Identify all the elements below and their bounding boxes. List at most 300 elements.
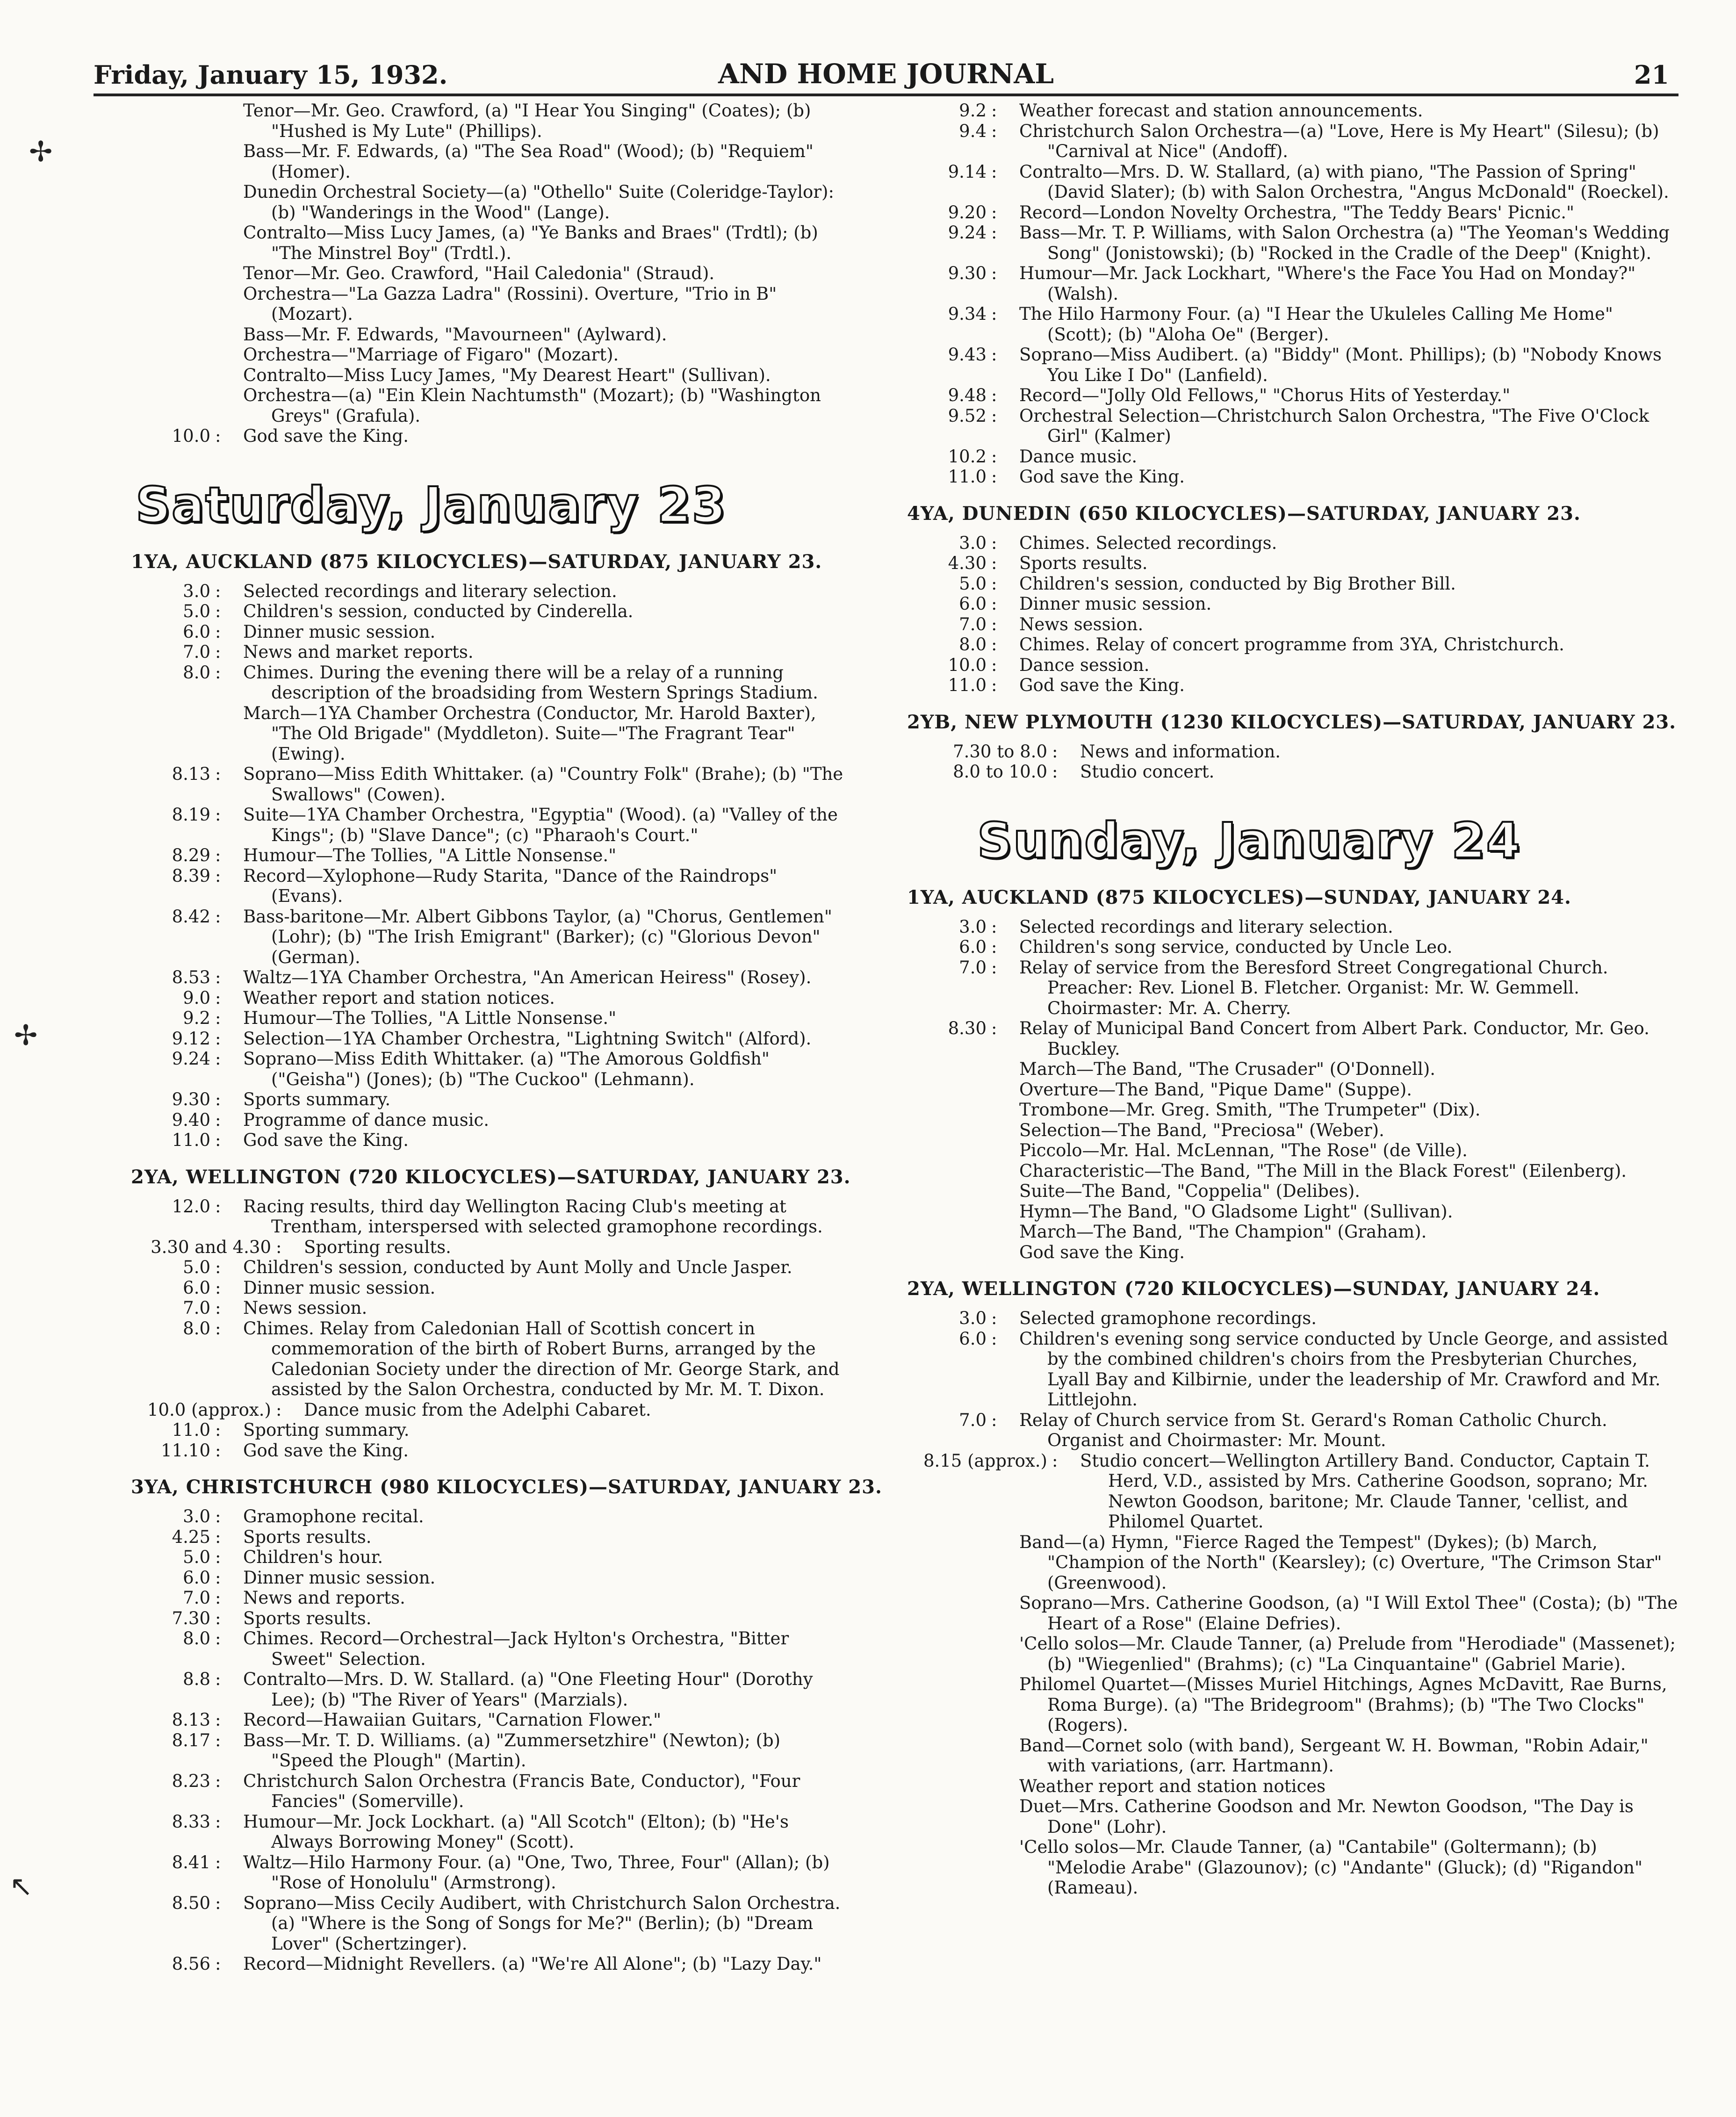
entry-body <box>243 1812 846 1852</box>
schedule-entry <box>893 762 1678 782</box>
entry-line: News session. <box>243 1298 367 1318</box>
time-separator: : <box>215 1588 221 1608</box>
schedule-entry <box>117 385 846 426</box>
time-separator: : <box>215 1318 221 1339</box>
entry-line: Contralto—Mrs. D. W. Stallard, (a) with piano, "The Passion of Spring" (David Slater); (b) with Salon Orchestra, "Angus McDonald" (Roeckel). <box>1019 161 1669 202</box>
entry-body <box>243 1008 846 1029</box>
entry-line: Bass—Mr. T. P. Williams, with Salon Orchestra (a) "The Yeoman's Wedding Song" (Jonistowski); (b) "Rocked in the Cradle of the Deep" (Knight). <box>1019 223 1670 263</box>
entry-line: Children's session, conducted by Cinderella. <box>243 601 634 621</box>
entry-body <box>243 581 846 602</box>
entry-time: 9.52 <box>948 405 987 426</box>
entry-body <box>243 182 846 223</box>
entry-body <box>1019 345 1678 385</box>
entry-time: 8.0 <box>183 662 210 683</box>
entry-line: Soprano—Miss Audibert. (a) "Biddy" (Mont. Phillips); (b) "Nobody Knows You Like I Do" (Lanfield). <box>1019 345 1662 385</box>
entry-body <box>243 1089 846 1110</box>
entry-time: 11.0 <box>172 1420 210 1440</box>
entry-line: Chimes. Record—Orchestral—Jack Hylton's Orchestra, "Bitter Sweet" Selection. <box>243 1628 789 1669</box>
schedule-entry <box>893 1329 1678 1410</box>
entry-line: Chimes. During the evening there will be a relay of a running description of the broadsiding from Western Springs Stadium. <box>243 662 818 703</box>
schedule-entry <box>117 1440 846 1461</box>
schedule-entry <box>117 1812 846 1852</box>
time-separator: : <box>991 1410 997 1430</box>
entry-time: 8.50 <box>172 1893 210 1913</box>
entry-time: 9.40 <box>172 1109 210 1130</box>
entry-line: Dinner music session. <box>1019 594 1212 614</box>
time-separator: : <box>1052 762 1058 782</box>
entry-line: Programme of dance music. <box>243 1109 490 1130</box>
schedule-4ya-saturday <box>893 533 1678 696</box>
entry-time: 3.0 <box>959 1308 987 1328</box>
time-separator: : <box>215 1811 221 1832</box>
time-separator: : <box>215 1852 221 1872</box>
schedule-2ya-saturday <box>117 1196 846 1461</box>
entry-line: Relay of Church service from St. Gerard's Roman Catholic Church. Organist and Choirmaster: Mr. Mount. <box>1019 1410 1607 1450</box>
entry-line: News and market reports. <box>243 642 474 662</box>
schedule-2ya-sunday <box>893 1308 1678 1532</box>
entry-line: March—The Band, "The Champion" (Graham). <box>1019 1222 1427 1242</box>
entry-body <box>1019 614 1678 635</box>
time-separator: : <box>276 1237 282 1257</box>
entry-line: Christchurch Salon Orchestra—(a) "Love, Here is My Heart" (Silesu); (b) "Carnival at Nice" (Andoff). <box>1019 121 1659 161</box>
schedule-entry <box>117 141 846 182</box>
schedule-entry <box>117 1893 846 1954</box>
entry-time: 8.19 <box>172 805 210 825</box>
time-separator: : <box>215 1506 221 1527</box>
entry-line: Orchestral Selection—Christchurch Salon Orchestra, "The Five O'Clock Girl" (Kalmer) <box>1019 405 1650 446</box>
time-separator: : <box>991 937 997 957</box>
entry-time: 8.0 <box>959 634 987 655</box>
entry-body <box>1019 202 1678 223</box>
entry-body <box>1019 574 1678 594</box>
time-separator: : <box>215 662 221 683</box>
entry-line: Bass—Mr. F. Edwards, (a) "The Sea Road" (Wood); (b) "Requiem" (Homer). <box>243 141 814 182</box>
time-separator: : <box>215 1277 221 1298</box>
entry-body <box>243 1628 846 1669</box>
station-title-2ya-saturday: 2YA, WELLINGTON (720 KILOCYCLES)—SATURDAY, JANUARY 23. <box>131 1166 851 1188</box>
entry-line: God save the King. <box>243 1440 409 1461</box>
entry-body <box>243 1440 846 1461</box>
entry-line: Sporting results. <box>304 1237 451 1257</box>
entry-line: Waltz—Hilo Harmony Four. (a) "One, Two, Three, Four" (Allan); (b) "Rose of Honolulu" (Armstrong). <box>243 1852 830 1893</box>
entry-time: 6.0 <box>183 621 210 642</box>
entry-time: 7.30 <box>172 1608 210 1628</box>
schedule-entry <box>117 1257 846 1278</box>
schedule-entry <box>117 1669 846 1710</box>
entry-line: The Hilo Harmony Four. (a) "I Hear the Ukuleles Calling Me Home" (Scott); (b) "Aloha Oe" (Berger). <box>1019 304 1613 345</box>
entry-line: Children's song service, conducted by Uncle Leo. <box>1019 937 1453 957</box>
schedule-entry <box>117 907 846 968</box>
entry-line: Piccolo—Mr. Hal. McLennan, "The Rose" (de Ville). <box>1019 1140 1468 1160</box>
entry-line: Trombone—Mr. Greg. Smith, "The Trumpeter" (Dix). <box>1019 1100 1481 1120</box>
entry-body <box>243 845 846 866</box>
entry-line: Humour—Mr. Jack Lockhart, "Where's the Face You Had on Monday?" (Walsh). <box>1019 263 1636 304</box>
margin-mark-icon: ✢ <box>14 1019 38 1052</box>
entry-time: 6.0 <box>959 594 987 614</box>
entry-body <box>1019 1308 1678 1329</box>
time-separator: : <box>215 1669 221 1689</box>
entry-time: 7.0 <box>959 1410 987 1430</box>
schedule-entry <box>117 182 846 223</box>
header-journal-title: AND HOME JOURNAL <box>718 58 1054 90</box>
entry-time: 9.24 <box>172 1049 210 1069</box>
entry-body <box>243 1278 846 1298</box>
schedule-entry <box>117 1400 846 1420</box>
entry-line: Sports results. <box>243 1608 372 1628</box>
time-separator: : <box>991 533 997 553</box>
entry-body <box>243 223 846 263</box>
entry-line: Dinner music session. <box>243 1277 436 1298</box>
entry-body <box>1019 1329 1678 1410</box>
schedule-entry <box>117 324 846 345</box>
entry-time: 8.42 <box>172 906 210 927</box>
entry-time: 5.0 <box>183 601 210 621</box>
entry-time: 9.34 <box>948 304 987 324</box>
entry-body <box>243 1029 846 1049</box>
entry-body <box>243 1110 846 1131</box>
schedule-entry <box>893 937 1678 958</box>
entry-time: 8.41 <box>172 1852 210 1872</box>
entry-body <box>304 1237 846 1258</box>
entry-line: News and reports. <box>243 1588 405 1608</box>
time-separator: : <box>991 655 997 675</box>
station-title-1ya-saturday: 1YA, AUCKLAND (875 KILOCYCLES)—SATURDAY, JANUARY 23. <box>131 550 822 573</box>
entry-time: 7.0 <box>183 1588 210 1608</box>
entry-line: Dance music from the Adelphi Cabaret. <box>304 1399 651 1420</box>
entry-time: 8.0 <box>183 1318 210 1339</box>
entry-line: Children's hour. <box>243 1547 383 1567</box>
entry-line: Record—Xylophone—Rudy Starita, "Dance of the Raindrops" (Evans). <box>243 865 778 906</box>
schedule-entry <box>117 1588 846 1608</box>
entry-time: 6.0 <box>959 1328 987 1349</box>
time-separator: : <box>991 1308 997 1328</box>
entry-line: Selected recordings and literary selection. <box>243 581 617 601</box>
entry-line: News and information. <box>1080 741 1281 762</box>
entry-body <box>243 1298 846 1318</box>
schedule-entry <box>117 988 846 1008</box>
time-separator: : <box>991 405 997 426</box>
schedule-entry <box>117 967 846 988</box>
entry-line: Soprano—Miss Cecily Audibert, with Christchurch Salon Orchestra. (a) "Where is the Song of Songs for Me?" (Berlin); (b) "Dream Lover" (Schertzinger). <box>243 1893 841 1954</box>
entry-line: Bass-baritone—Mr. Albert Gibbons Taylor, (a) "Chorus, Gentlemen" (Lohr); (b) "The Irish Emigrant" (Barker); (c) "Glorious Devon" (German). <box>243 906 832 967</box>
schedule-entry <box>893 675 1678 696</box>
entry-line: Studio concert—Wellington Artillery Band. Conductor, Captain T. Herd, V.D., assisted by Mrs. Catherine Goodson, soprano; Mr. Newton Goodson, baritone; Mr. Claude Tanner, 'cellist, and Philomel Quartet. <box>1080 1450 1650 1532</box>
schedule-entry <box>117 101 846 141</box>
time-separator: : <box>215 1771 221 1791</box>
schedule-entry <box>117 1852 846 1893</box>
entry-time: 8.13 <box>172 764 210 784</box>
entry-time: 5.0 <box>959 573 987 594</box>
schedule-entry <box>117 581 846 602</box>
entry-line: Gramophone recital. <box>243 1506 424 1527</box>
entry-time: 3.0 <box>959 916 987 937</box>
schedule-entry <box>117 642 846 662</box>
entry-body <box>243 101 846 141</box>
entry-time: 6.0 <box>183 1567 210 1588</box>
entry-time: 8.33 <box>172 1811 210 1832</box>
entry-body <box>243 1568 846 1588</box>
entry-body <box>243 1318 846 1400</box>
entry-line: Soprano—Miss Edith Whittaker. (a) "Country Folk" (Brahe); (b) "The Swallows" (Cowen). <box>243 764 843 805</box>
schedule-entry <box>117 1628 846 1669</box>
sunday-heading: Sunday, January 24 <box>977 812 1521 869</box>
schedule-2yb-saturday <box>893 742 1678 782</box>
entry-line: Humour—Mr. Jock Lockhart. (a) "All Scotch" (Elton); (b) "He's Always Borrowing Money" (Scott). <box>243 1811 789 1852</box>
entry-body <box>243 1771 846 1812</box>
page-number: 21 <box>1634 60 1669 90</box>
schedule-entry <box>117 866 846 907</box>
entry-time: 8.30 <box>948 1018 987 1038</box>
schedule-3ya-saturday <box>117 1506 846 1974</box>
entry-body <box>243 1730 846 1771</box>
schedule-entry <box>893 634 1678 655</box>
time-separator: : <box>1052 741 1058 762</box>
entry-line: Record—London Novelty Orchestra, "The Teddy Bears' Picnic." <box>1019 202 1575 223</box>
entry-time: 9.20 <box>948 202 987 223</box>
entry-time: 7.30 to 8.0 <box>953 741 1047 762</box>
entry-line: Children's session, conducted by Big Brother Bill. <box>1019 573 1456 594</box>
entry-body <box>1019 533 1678 554</box>
time-separator: : <box>215 1628 221 1649</box>
entry-body <box>243 1506 846 1527</box>
entry-body <box>1019 467 1678 487</box>
schedule-1ya-sunday <box>893 917 1678 1263</box>
time-separator: : <box>991 957 997 978</box>
schedule-3ya-saturday-continued <box>893 101 1678 487</box>
program-2ya-sunday <box>893 1532 1678 1898</box>
saturday-heading: Saturday, January 23 <box>136 476 727 533</box>
schedule-entry <box>117 365 846 386</box>
schedule-entry <box>117 1298 846 1318</box>
time-separator: : <box>215 1420 221 1440</box>
schedule-entry <box>893 594 1678 614</box>
time-separator: : <box>991 1328 997 1349</box>
entry-time: 9.24 <box>948 223 987 243</box>
entry-line: March—The Band, "The Crusader" (O'Donnell). <box>1019 1059 1436 1079</box>
time-separator: : <box>991 101 997 121</box>
time-separator: : <box>215 1527 221 1547</box>
entry-line: Children's session, conducted by Aunt Molly and Uncle Jasper. <box>243 1257 792 1277</box>
station-title-1ya-sunday: 1YA, AUCKLAND (875 KILOCYCLES)—SUNDAY, JANUARY 24. <box>907 886 1571 908</box>
program-item: Duet—Mrs. Catherine Goodson and Mr. Newton Goodson, "The Day is Done" (Lohr). <box>1019 1796 1634 1837</box>
entry-line: Studio concert. <box>1080 762 1215 782</box>
time-separator: : <box>991 614 997 634</box>
time-separator: : <box>215 642 221 662</box>
entry-line: Humour—The Tollies, "A Little Nonsense." <box>243 1008 617 1028</box>
entry-line: Hymn—The Band, "O Gladsome Light" (Sullivan). <box>1019 1201 1453 1222</box>
schedule-entry <box>893 101 1678 121</box>
entry-line: March—1YA Chamber Orchestra (Conductor, Mr. Harold Baxter), "The Old Brigade" (Myddleton). Suite—"The Fragrant Tear" (Ewing). <box>243 703 816 764</box>
entry-body <box>1019 937 1678 958</box>
schedule-entry <box>117 1506 846 1527</box>
entry-line: Characteristic—The Band, "The Mill in the Black Forest" (Eilenberg). <box>1019 1160 1627 1181</box>
schedule-entry <box>117 1089 846 1110</box>
entry-time: 3.0 <box>183 581 210 601</box>
time-separator: : <box>215 1089 221 1109</box>
entry-time: 8.29 <box>172 845 210 865</box>
schedule-entry <box>117 1008 846 1029</box>
station-title-2yb-saturday: 2YB, NEW PLYMOUTH (1230 KILOCYCLES)—SATURDAY, JANUARY 23. <box>907 711 1677 733</box>
entry-line: Selected recordings and literary selection. <box>1019 916 1393 937</box>
entry-time: 8.15 (approx.) <box>923 1450 1047 1471</box>
time-separator: : <box>215 1710 221 1730</box>
entry-body <box>243 1608 846 1629</box>
time-separator: : <box>991 573 997 594</box>
program-item: Band—Cornet solo (with band), Sergeant W. H. Bowman, "Robin Adair," with variations, (arr. Hartmann). <box>1019 1735 1649 1776</box>
entry-time: 12.0 <box>172 1196 210 1217</box>
entry-body <box>243 1669 846 1710</box>
entry-line: Soprano—Miss Edith Whittaker. (a) "The Amorous Goldfish" ("Geisha") (Jones); (b) "The Cuckoo" (Lehmann). <box>243 1049 770 1089</box>
entry-time: 4.25 <box>172 1527 210 1547</box>
schedule-entry <box>117 1049 846 1089</box>
entry-time: 8.13 <box>172 1710 210 1730</box>
schedule-entry <box>117 284 846 324</box>
entry-body <box>1019 446 1678 467</box>
time-separator: : <box>991 161 997 182</box>
schedule-entry <box>893 1410 1678 1451</box>
schedule-entry <box>117 845 846 866</box>
entry-body <box>243 141 846 182</box>
entry-body <box>243 1710 846 1730</box>
entry-line: Contralto—Mrs. D. W. Stallard. (a) "One Fleeting Hour" (Dorothy Lee); (b) "The River of Years" (Marzials). <box>243 1669 813 1710</box>
entry-body <box>243 988 846 1008</box>
entry-time: 10.0 (approx.) <box>147 1399 271 1420</box>
entry-body <box>1019 553 1678 574</box>
entry-line: Selection—The Band, "Preciosa" (Weber). <box>1019 1120 1384 1140</box>
entry-body <box>1019 304 1678 345</box>
entry-line: Waltz—1YA Chamber Orchestra, "An American Heiress" (Rosey). <box>243 967 812 987</box>
entry-body <box>243 324 846 345</box>
entry-line: Dinner music session. <box>243 1567 436 1588</box>
schedule-entry <box>893 121 1678 162</box>
margin-arrow-icon: ↖ <box>9 1870 33 1903</box>
entry-line: Dunedin Orchestral Society—(a) "Othello" Suite (Coleridge-Taylor): (b) "Wanderings in the Wood" (Lange). <box>243 182 834 223</box>
schedule-entry <box>893 202 1678 223</box>
time-separator: : <box>215 1257 221 1277</box>
entry-body <box>1019 655 1678 676</box>
time-separator: : <box>276 1399 282 1420</box>
entry-line: Weather forecast and station announcements. <box>1019 101 1423 121</box>
entry-time: 8.0 <box>183 1628 210 1649</box>
schedule-entry <box>893 223 1678 263</box>
entry-body <box>243 1196 846 1237</box>
schedule-entry <box>117 601 846 622</box>
time-separator: : <box>215 581 221 601</box>
schedule-entry <box>117 345 846 365</box>
entry-line: Christchurch Salon Orchestra (Francis Bate, Conductor), "Four Fancies" (Somerville). <box>243 1771 800 1811</box>
entry-line: Record—"Jolly Old Fellows," "Chorus Hits of Yesterday." <box>1019 385 1511 405</box>
entry-body <box>243 764 846 805</box>
program-item: Weather report and station notices <box>1019 1776 1326 1796</box>
time-separator: : <box>215 1028 221 1049</box>
entry-line: Selection—1YA Chamber Orchestra, "Lightning Switch" (Alford). <box>243 1028 812 1049</box>
time-separator: : <box>215 865 221 886</box>
schedule-entry <box>117 1710 846 1730</box>
schedule-entry <box>893 1451 1678 1532</box>
schedule-entry <box>893 162 1678 202</box>
entry-body <box>243 284 846 324</box>
entry-time: 8.0 to 10.0 <box>953 762 1047 782</box>
entry-line: Sporting summary. <box>243 1420 410 1440</box>
schedule-entry <box>893 345 1678 385</box>
time-separator: : <box>991 1018 997 1038</box>
schedule-entry <box>893 1018 1678 1262</box>
entry-time: 8.39 <box>172 865 210 886</box>
schedule-entry <box>893 467 1678 487</box>
schedule-entry <box>893 406 1678 446</box>
entry-body <box>1080 742 1678 762</box>
entry-body <box>1019 385 1678 406</box>
entry-line: Record—Hawaiian Guitars, "Carnation Flower." <box>243 1710 662 1730</box>
entry-time: 9.43 <box>948 345 987 365</box>
program-item: 'Cello solos—Mr. Claude Tanner, (a) Prelude from "Herodiade" (Massenet); (b) "Wiegenlied" (Brahms); (c) "La Cinquantaine" (Gabriel Marie). <box>1019 1634 1676 1674</box>
entry-line: Bass—Mr. F. Edwards, "Mavourneen" (Aylward). <box>243 324 667 345</box>
entry-line: Orchestra—"Marriage of Figaro" (Mozart). <box>243 345 619 365</box>
schedule-entry <box>893 263 1678 304</box>
entry-line: Dance session. <box>1019 655 1150 675</box>
entry-line: Sports results. <box>243 1527 372 1547</box>
schedule-entry <box>893 574 1678 594</box>
schedule-1ya-saturday <box>117 581 846 1151</box>
schedule-entry <box>893 304 1678 345</box>
entry-line: Sports summary. <box>243 1089 391 1109</box>
entry-time: 5.0 <box>183 1257 210 1277</box>
schedule-entry <box>117 662 846 764</box>
entry-line: God save the King. <box>243 426 409 446</box>
time-separator: : <box>215 1893 221 1913</box>
entry-line: Chimes. Relay of concert programme from 3YA, Christchurch. <box>1019 634 1564 655</box>
time-separator: : <box>215 1440 221 1461</box>
entry-time: 9.2 <box>183 1008 210 1028</box>
entry-line: Tenor—Mr. Geo. Crawford, (a) "I Hear You Singing" (Coates); (b) "Hushed is My Lute" (Phillips). <box>243 101 811 141</box>
schedule-entry <box>117 1110 846 1131</box>
time-separator: : <box>991 675 997 695</box>
entry-line: News session. <box>1019 614 1144 634</box>
entry-line: Bass—Mr. T. D. Williams. (a) "Zummersetzhire" (Newton); (b) "Speed the Plough" (Martin). <box>243 1730 781 1771</box>
entry-body <box>243 1954 846 1974</box>
header-date: Friday, January 15, 1932. <box>94 60 448 90</box>
schedule-entry <box>117 426 846 446</box>
entry-time: 3.30 and 4.30 <box>151 1237 271 1257</box>
time-separator: : <box>215 987 221 1008</box>
time-separator: : <box>1052 1450 1058 1471</box>
entry-body <box>1019 594 1678 614</box>
entry-body <box>243 907 846 968</box>
entry-body <box>243 601 846 622</box>
entry-line: Sports results. <box>1019 553 1148 573</box>
schedule-entry <box>117 1547 846 1568</box>
schedule-entry <box>117 263 846 284</box>
time-separator: : <box>991 121 997 141</box>
entry-body <box>1019 162 1678 202</box>
time-separator: : <box>215 1008 221 1028</box>
entry-time: 3.0 <box>183 1506 210 1527</box>
entry-time: 4.30 <box>948 553 987 573</box>
entry-line: Chimes. Selected recordings. <box>1019 533 1277 553</box>
schedule-entry <box>117 805 846 845</box>
schedule-entry <box>117 1130 846 1151</box>
station-title-3ya-saturday: 3YA, CHRISTCHURCH (980 KILOCYCLES)—SATURDAY, JANUARY 23. <box>131 1476 882 1498</box>
time-separator: : <box>215 1608 221 1628</box>
entry-line: Children's evening song service conducted by Uncle George, and assisted by the combined children's choirs from the Presbyterian Churches, Lyall Bay and Kilbirnie, under the leadership of Mr. Crawford and Mr. Littlejohn. <box>1019 1328 1668 1410</box>
schedule-entry <box>117 1196 846 1237</box>
schedule-entry <box>117 764 846 805</box>
entry-time: 11.0 <box>948 467 987 487</box>
entry-time: 11.0 <box>172 1130 210 1150</box>
entry-body <box>243 1049 846 1089</box>
entry-body <box>243 662 846 764</box>
entry-line: Chimes. Relay from Caledonian Hall of Scottish concert in commemoration of the birth of Robert Burns, arranged by the Caledonian Society under the direction of Mr. George Stark, and assisted by the Salon Orchestra, conducted by Mr. M. T. Dixon. <box>243 1318 840 1399</box>
